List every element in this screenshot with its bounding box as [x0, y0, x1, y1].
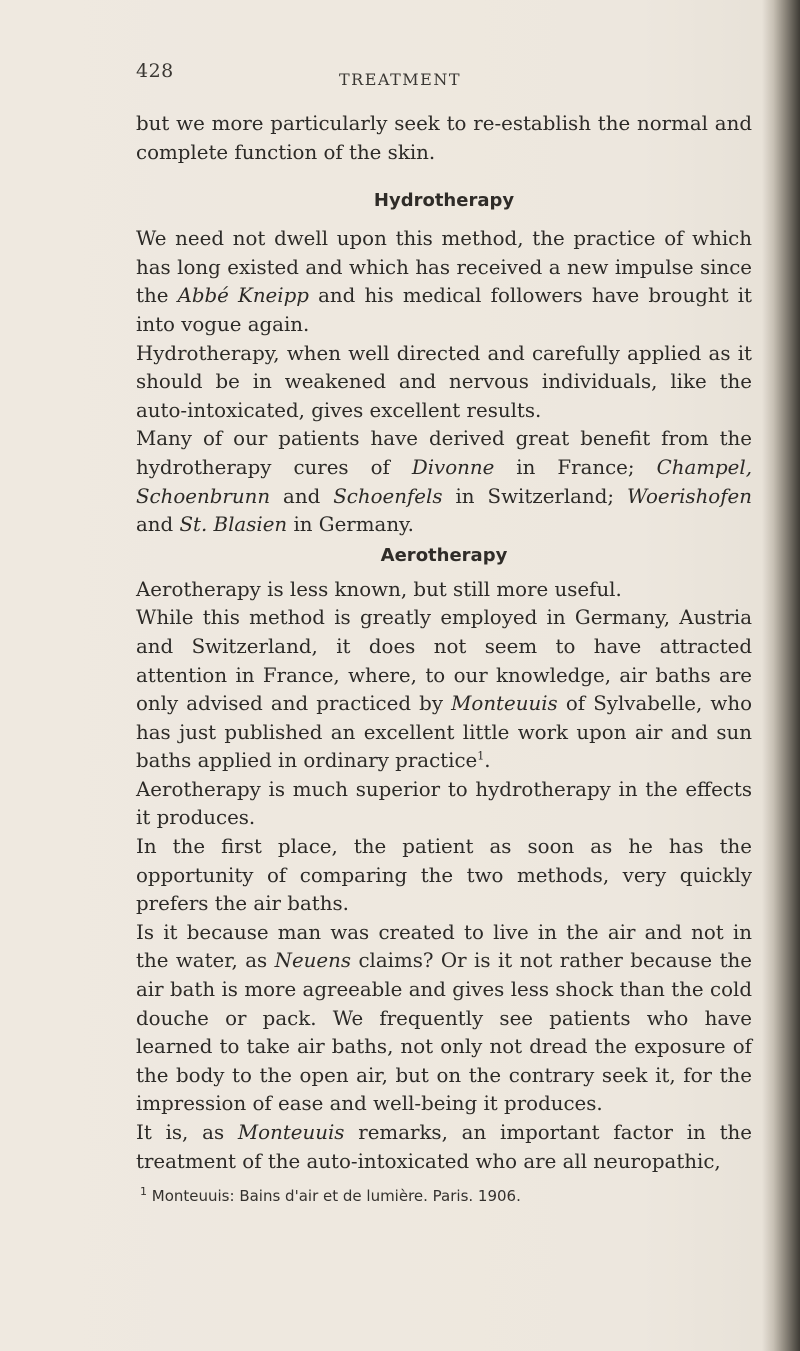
paragraph-aero-1: Aerotherapy is less known, but still more useful. — [136, 577, 622, 601]
paragraph-aero-6: It is, as Monteuuis remarks, an important factor in the treatment of the auto-intoxicated who are all neuropathic, — [136, 1121, 752, 1173]
paragraph-hydro-3: Many of our patients have derived great benefit from the hydrotherapy cures of Divonne in France; Champel, Schoenbrunn and Schoenfels in Switzerland; Woerishofen and St. Blasien in Germany. — [136, 427, 752, 537]
name-abbe-kneipp: Abbé Kneipp — [177, 284, 309, 308]
place-st-blasien: St. Blasien — [179, 513, 288, 537]
name-neuens: Neuens — [274, 949, 351, 973]
paragraph-aero-4: In the first place, the patient as soon as he has the opportunity of comparing the two methods, very quickly prefers the air baths. — [136, 835, 752, 916]
paragraph-continuation: but we more particularly seek to re-establish the normal and complete function of the skin. — [136, 112, 752, 164]
footnote-text: Monteuuis: Bains d'air et de lumière. Paris. 1906. — [147, 1187, 521, 1206]
paragraph-aero-5: Is it because man was created to live in the air and not in the water, as Neuens claims? Or is it not rather because the air bath is more agreeable and gives less shock than the cold douche or pack. We frequently see patients who have learned to take air baths, not only not dread the exposure of the body to the open air, but on the contrary seek it, for the impression of ease and well-being it produces. — [136, 920, 752, 1116]
body-text — [136, 110, 752, 1211]
name-monteuuis: Monteuuis — [451, 692, 558, 716]
place-woerishofen: Woerishofen — [627, 484, 752, 508]
page-edge-shadow — [762, 0, 800, 1351]
paragraph-aero-3: Aerotherapy is much superior to hydrotherapy in the effects it produces. — [136, 777, 752, 830]
section-heading-hydrotherapy: Hydrotherapy — [373, 190, 515, 212]
footnote-marker: 1 — [140, 1185, 147, 1199]
page-number: 428 — [136, 60, 174, 82]
section-heading-aerotherapy: Aerotherapy — [380, 544, 508, 566]
paragraph-aero-2: While this method is greatly employed in Germany, Austria and Switzerland, it does not seem to have attracted attention in France, where, to our knowledge, air baths are only advised and practiced by Monteuuis of Sylvabelle, who has just published an excellent little work upon air and sun baths applied in ordinary practice$^1$. — [136, 606, 752, 773]
name-monteuuis-2: Monteuuis — [237, 1121, 345, 1144]
footnote-reference: 1 — [477, 749, 485, 763]
footnote — [136, 1182, 752, 1211]
running-title: TREATMENT — [339, 70, 461, 89]
paragraph-hydro-2: Hydrotherapy, when well directed and carefully applied as it should be in weakened and nervous individuals, like the auto-intoxicated, gives excellent results. — [136, 341, 752, 422]
place-champel-schoenbrunn: Champel, Schoenbrunn — [136, 455, 752, 508]
place-divonne: Divonne — [411, 455, 495, 479]
place-schoenfels: Schoenfels — [333, 484, 443, 508]
paragraph-hydro-1: We need not dwell upon this method, the practice of which has long existed and which has received a new impulse since the Abbé Kneipp and his medical followers have brought it into vogue again. — [136, 227, 752, 336]
